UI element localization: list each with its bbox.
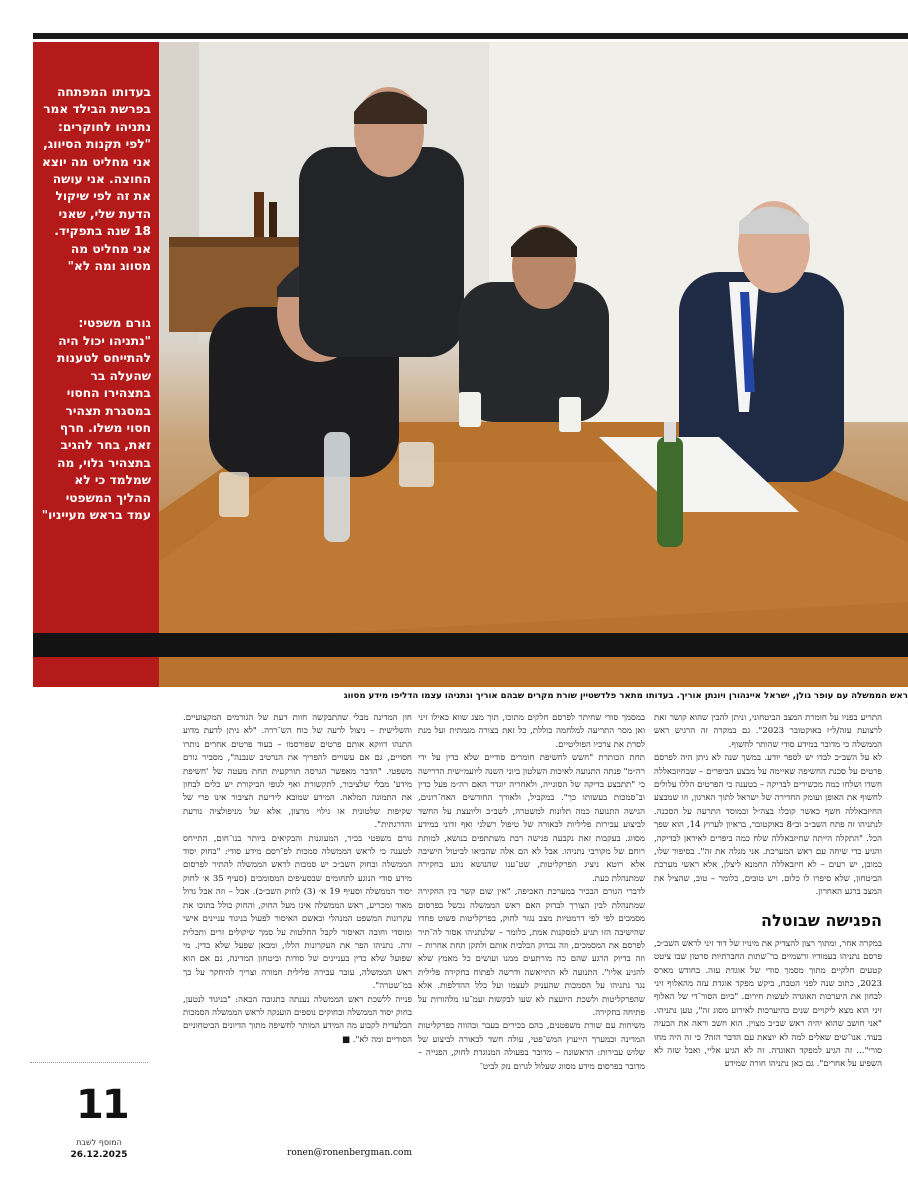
pull-quote-1: בעדותו המפתחה בפרשת הבילד אמר נתניהו לחוקרים: "לפי תקנות הסיווג, אני מחליט מה יוצא החוצה. אני עושה את זה לפי שיקול הדעת שלי, שאני 18 שנה בתפקיד. אני מחליט מה מסווג ומה לא" (42, 85, 151, 274)
pull-quote-2: גורם משפטי: "נתניהו יכול היה להתייחס לטענות שהעלה בר בתצהירו החסוי במסגרת תצהיר חסוי משלו. חרף זאת, בחר להגיב בתצהיר גלוי, מה שמלמד כי לא ההליך המשפטי עמד בראש מעייניו" (41, 316, 151, 522)
column-3-text: חון המדינה מבלי שהתבקשה חוות דעת של הגורמים המקצועיים. והשלישית – ניצול לרעה של כוח הש־ררה. "לא ניתן לדעת מדוע התנהו דווקא אותם פרטים שפורסמו – בעוד פרטים אחרים נותרו חסויים, גם אם עשויים להפריך את הנרטיב שנבנה", מסביר גורם משפטי. "הדבר מאפשר הגרסה תורקעית תחת מעטה של 'חשיפת מידע' מבלי שלציבור, לתקשורת ואף לגופי הביקורת יש כלים לבחון את התמונה המלאה. המידע שמובא לידיעת הציבור אינו פרי של שקיפות שלטונית או גילוי מרצון, אלא של מניפולציה נורעת והדרגתית". גורם משפטי בכיר, המעוגנות והבקיאים ביותר בנו־חום, התייחס לטענה כי לראש הממשלה סמכות לפ־רסם מידע סודי: "בחוק יסוד הממשלה ובחוק השב״כ יש סמכות לראש הממשלה להתיר לפרסום מידע סודי הנוגע לתחומים שבסעיפים המסומכים (סעיף 35 א׳ לחוק יסוד הממשלה וסעיף 19 א׳ (3) לחוק השב״כ). אבל – וזה אבל גדול מאוד ומכריע, ראש הממשלה אינו מעל החוק, והחוק כולל בתוכו את עקרונות המשפט המנהלי וכאשם האיסור לפעול בניגוד עניינים אישי ומוסדי וחובה האיסור לקבל החלטות על סמך שיקולים זרים ותכלית זרה. נתניהו הפר את העקרונות הללו, ומכאן שפעל שלא כדין. מי שפועל שלא כדין בעניינים של סודות וביטחון המדינה, גם אם הוא ראש הממשלה, עובר עבירה פלילית חמורה וצריך להיחקר על כך במ־שטרה". פנייה ללשכת ראש הממשלה נענתה בתגובה הבאה: "בניגוד לנטען, בחוק יסוד הממשלה ובחוקים נוספים הוענקה לראש הממשלה הסמכות הבלעדית לקבוע מה המידע המותר לחשיפה מתוך הדיונים הביטחוניים הסודיים ומה לא". ■ (183, 713, 412, 1045)
column-2-text: במסמך סודי שחיתר לפרסם חלקים מתוכו, תוך מצג שווא כאילו זיני ואן מסר התריעה למלחמה כוללת, כל זאת בצורה מגמתית ועל מנת לסרת את צרכיו הפוליטיים. תחת הכותרת "חשש לחשיפת חומרים סודיים שלא כדין על ידי רה״מ" פנתה התנועה לאיכות השלטון ביוני השנה ליועמ״שית הדרישה כי "תתבצע בדיקה של הסוגייה, ולאחריה יוגדר האם רה״מ פעל כדין וב־סמכות בעשותו כך". במקביל, ולאורך החודשים האח־רונים, הגישה התנועה כמה תלונות למשטרה, לשב״כ וליועצת על החשד לביצוע עבירות פליליות לכאורה של טיפול רשלני ואף זדוני במידע מסווג. בעקבות זאת נקבעה פגישה רבת משתתפים בנושא, למותת רוחם של מקורבי נתניהו. אבל לא הם אלה שהביאו לביטול הישיבה אלא רוטא ניציג הפרקליטות, שט־ענו שהנושא נוגע בחקירה שמתנהלת כעת. לדברי הגורם הבכיר במערכת האכיפה, "אין שום קשר בין החקירה שמתנהלת לבין הצורך לבדוק האם ראש הממשלה נכשל בפרסום מסמכים לפי לפי דרמטיות מצב נגזר לחוק, בפרקליטות פשוט פחדו שהישיבה הזו תגיע למסקנות אמת, כלומר – שלנתניהו אסור לה־תיר לפרסם את המסמכים, וזה נבדוק הכלבית אותם ולתקן תחת אחרות – וזה בדיוק הרגע שהם כה מורתעים ממנו ועושים כל מאמץ שלא להגיע אליו". התנועה לא התייאשה ודרשה לפתוח בחקירה פלילית נגד נתניהו על הסמכות שהעניק לעצמו ועל כלל ההדלפות. אלא שהפרקליטות ולשכת היועצת לא שעו לבקשות ועמ־עו מלהורות על פתיחה בחקירה. משיחות עם שורת משפטנים, בהם בכירים בעבר ובהווה בפרקליטות המדינה ובמערך הייעוץ המש־פטי, עולה חשד לכאורה לביצוע של שלוש עבירות: הראשונה – מדובר בפעולה המנוגדת לחוק, הפנייה – מדובר בפרסום מידע מסווג שעלול לגרום נזק לביט־ (418, 713, 645, 1072)
folio-rule (30, 1062, 148, 1063)
article-column-1 (654, 712, 882, 1192)
publication-date: 26.12.2025 (70, 1150, 128, 1160)
page-number: 11 (76, 1082, 128, 1128)
top-rule (33, 33, 908, 39)
publication-name: המוסף לשבת (76, 1138, 122, 1147)
photo-black-band (33, 633, 908, 657)
column-1-text-top: התריע בפניו על חומרת המצב הביטחוני, וניתן להבין שהוא קושר זאת לרצועת עזה/ל״ז באוקטובר 2023". גם במקרה זה הרגיש ראש הממשלה כי מדובר במידע סודי שהותר לחשוף. לא על השב״כ לבדו יש לספר יודע. במשך שנה לא ניתן היה לפרסם פרטים על סכנת החשיפה שאיימה על מבצע הביפרים – שבחיזבאללה חשדו ושלחו כמה מכשירים לבדיקה – בטענה כי הפרטים הללו עלולים לחשוף את האופן ועומק החדירה של ישראל לתוך הארגון, וזו שמבצע החיזבאללה חשף כאשר קובלו בצה״ל ובמוסד התרעה על הסכנה. לנתניהו זה פתח השב״כ וב״8 באוקטובר, בראיון לערוץ 14, הוא שפך הכל. "התקלה הייתה שחיזבאללה שלח כמה ביפרים לאיראן לבדיקה, והגיע כדי שיחה עם ראש המערכת. אני מגלה את זה". בסיפור שלו, כמובן, יש רעים – לא חיזבאללה החמנא ליצלן, אלא ראשי מערכת הביטחון, שלא סיפרו לו כלום. ויש טובים, כלומר – טוב, שהציל את המצב ברגע האחרון. (654, 713, 882, 898)
article-column-3 (183, 712, 412, 1142)
subheading: הפגישה שבוטלה (761, 910, 882, 930)
column-1-text-bottom: במקרה אחר, ומתוך רצון להצדיק את מינויו של דוד זיני לראש השב״כ, פרסם נתניהו בעמודיו ורשמיים בר־שתות החברתיות סרטון שבו ציטט קטעים חלקיים מתוך מסמך סודי של אוגדת עזה. בחודש מארס 2023, כתוב שנה לפני הטבח, ביקש מפקד אוגדת עזה מהאלוף זיני לבחון את היערכות האוגדה לעשות חירום. "ביום הסור־די של האלוף זיני הוא מצא ליקויים שנים בהיערכות לאירוע מסוג זה", טען נתניהו. "אני חושב שהוא יהיה ראש שב״כ מצוין. הוא חשב וראה את הבעיה בעוד. אנו־שים שאלים למה לא יוצאת עם הדבר הזה? כי זה היה מחו סורי"... זה הגיע למפקד האוגדה. זה לא הגיע אליי, ואבל שזה לא השפיע על אחרים". גם כאן נתניהו חורה שמידע (654, 938, 882, 1070)
article-column-2 (418, 712, 645, 1170)
main-photo (159, 42, 908, 687)
pull-quote-panel (33, 42, 159, 687)
author-email[interactable]: ronen@ronenbergman.com (287, 1148, 412, 1158)
photo-caption: ראש הממשלה עם עופר גולן, ישראל איינהורן ויונתן אוריך. בעדותו מתאר פלדשטיין שורת מקרים שבהם אוריך ונתניהו עצמו הדליפו מידע מסווג (343, 691, 908, 701)
